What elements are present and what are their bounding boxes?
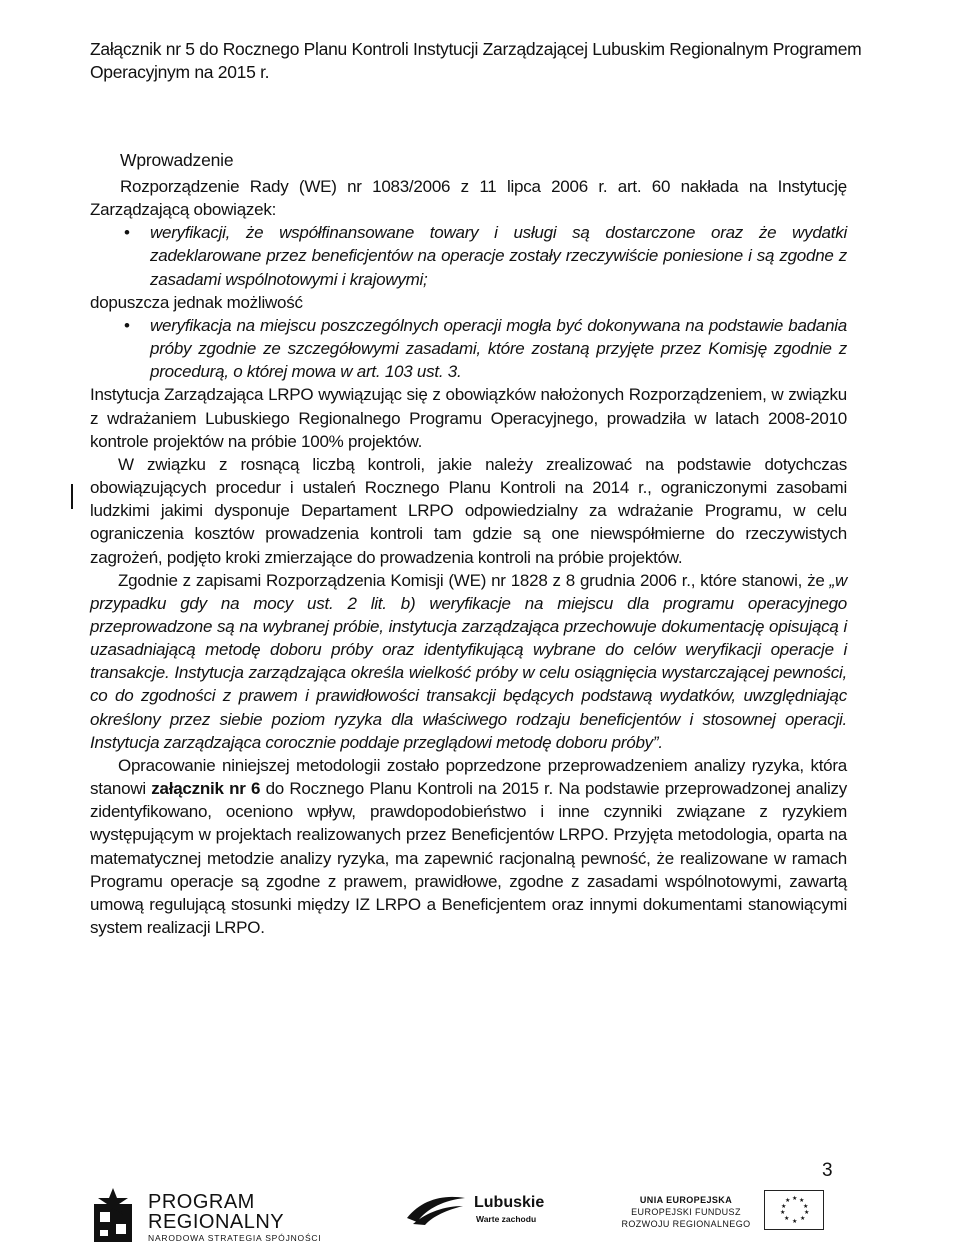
page-number: 3 [822,1160,833,1181]
svg-text:★: ★ [784,1215,790,1222]
list-item-onsite-verification: • weryfikacja na miejscu poszczególnych operacji mogła być dokonywana na podstawie badania próby zgodnie ze szczegółowymi zasadami, które zostaną przyjęte przez Komisję zgodnie z procedurą, o której mowa w art. 103 ust. 3. [90,314,847,383]
svg-text:★: ★ [792,1218,798,1225]
program-logo-subtitle: NARODOWA STRATEGIA SPÓJNOŚCI [148,1233,322,1243]
methodology-part-2: do Rocznego Planu Kontroli na 2015 r. Na podstawie przeprowadzonej analizy zidentyfikowano, oceniono wpływ, prawdopodobieństwo i inne czynniki związane z ryzykiem występującym w projektach realizowanych przez Beneficjentów LRPO. Przyjęta metodologia, oparta na matematycznej metodzie analizy ryzyka, ma zapewnić racjonalną pewność, że realizowane w ramach Programu operacje są zgodne z prawem, prawidłowe, zgodne z zasadami wspólnotowymi, zawartą umową regulującą stosunki między IZ LRPO a Beneficjentem oraz innymi dokumentami stanowiącymi system realizacji LRPO. [90,779,847,937]
paragraph-sample-reason: W związku z rosnącą liczbą kontroli, jakie należy zrealizować na podstawie dotychczas obowiązujących procedur i ustaleń Rocznego Planu Kontroli na 2014 r., ograniczonymi zasobami ludzkimi jakimi dysponuje Departament LRPO odpowiedzialny za wdrażanie Programu, w celu ograniczenia kosztów prowadzenia kontroli tam gdzie są one niewspółmierne do rzeczywistych zagrożeń, podjęto kroki zmierzające do prowadzenia kontroli na próbie projektów. [90,454,847,567]
eu-label-line-2: EUROPEJSKI FUNDUSZ [631,1207,741,1217]
svg-text:★: ★ [804,1209,810,1216]
list-item-verification: • weryfikacji, że współfinansowane towary i usługi są dostarczone oraz że wydatki zadeklarowane przez beneficjentów na operacje zostały rzeczywiście poniesione i są zgodne z zasadami wspólnotowymi i krajowymi; [90,221,847,290]
allowance-list [90,314,847,383]
lubuskie-logo-slogan: Warte zachodu [476,1214,537,1224]
commission-quote: „w przypadku gdy na mocy ust. 2 lit. b) weryfikacje na miejscu dla programu operacyjnego przeprowadzone są na wybranej próbie, instytucja zarządzająca przechowuje dokumentację opisującą i uzasadniającą metodę doboru próby oraz identyfikującą wybrane do celów weryfikacji operacje i transakcje. Instytucja zarządzająca określa wielkość próby w celu osiągnięcia wystarczającej pewności, co do zgodności z prawem i prawidłowości transakcji będących podstawą wydatków, uwzględniając określony przez siebie poziom ryzyka dla właściwego rodzaju beneficjentów i stosownej operacji. Instytucja zarządzająca corocznie poddaje przeglądowi metodę doboru próby”. [90,570,847,752]
program-logo-line-1: PROGRAM [148,1191,255,1213]
document-body [90,175,847,939]
svg-text:★: ★ [803,1203,809,1210]
paragraph-allowance: dopuszcza jednak możliwość [90,292,303,312]
commission-intro: Zgodnie z zapisami Rozporządzenia Komisji (WE) nr 1828 z 8 grudnia 2006 r., które stanowi, że [118,570,830,590]
header-line-2: Operacyjnym na 2015 r. [90,62,270,82]
revision-change-bar [71,484,73,509]
program-regionalny-logo [148,1192,284,1232]
page-header [90,38,880,84]
paragraph-commission-regulation [90,569,847,754]
svg-text:★: ★ [800,1215,806,1222]
svg-text:★: ★ [780,1209,786,1216]
program-regionalny-logo-icon [90,1188,136,1244]
lubuskie-logo-name: Lubuskie [474,1194,545,1211]
section-title: Wprowadzenie [120,150,234,170]
eu-flag-icon [764,1190,824,1230]
methodology-part-1: Opracowanie niniejszej metodologii zostało poprzedzone przeprowadzeniem analizy ryzyka, która stanowi [90,755,847,799]
paragraph-lrpo-controls: Instytucja Zarządzająca LRPO wywiązując się z obowiązków nałożonych Rozporządzeniem, w związku z wdrażaniem Lubuskiego Regionalnego Programu Operacyjnego, prowadziła w latach 2008-2010 kontrole projektów na próbie 100% projektów. [90,385,847,451]
page-footer [0,1180,960,1250]
svg-text:★: ★ [792,1195,798,1202]
svg-text:★: ★ [799,1197,805,1204]
eu-fund-label [600,1194,772,1230]
obligation-list [90,221,847,290]
svg-text:★: ★ [785,1197,791,1204]
eu-label-line-3: ROZWOJU REGIONALNEGO [621,1219,751,1229]
program-logo-line-2: REGIONALNY [148,1211,285,1233]
paragraph-methodology [90,754,847,939]
eu-label-line-1: UNIA EUROPEJSKA [639,1195,733,1205]
svg-text:★: ★ [781,1203,787,1210]
annex-reference: załącznik nr 6 [151,779,261,799]
lubuskie-logo-icon [405,1192,467,1226]
paragraph-regulation: Rozporządzenie Rady (WE) nr 1083/2006 z 11 lipca 2006 r. art. 60 nakłada na Instytucję Zarządzającą obowiązek: [90,177,847,220]
header-line-1: Załącznik nr 5 do Rocznego Planu Kontroli Instytucji Zarządzającej Lubuskim Regionalnym Programem [90,39,862,59]
